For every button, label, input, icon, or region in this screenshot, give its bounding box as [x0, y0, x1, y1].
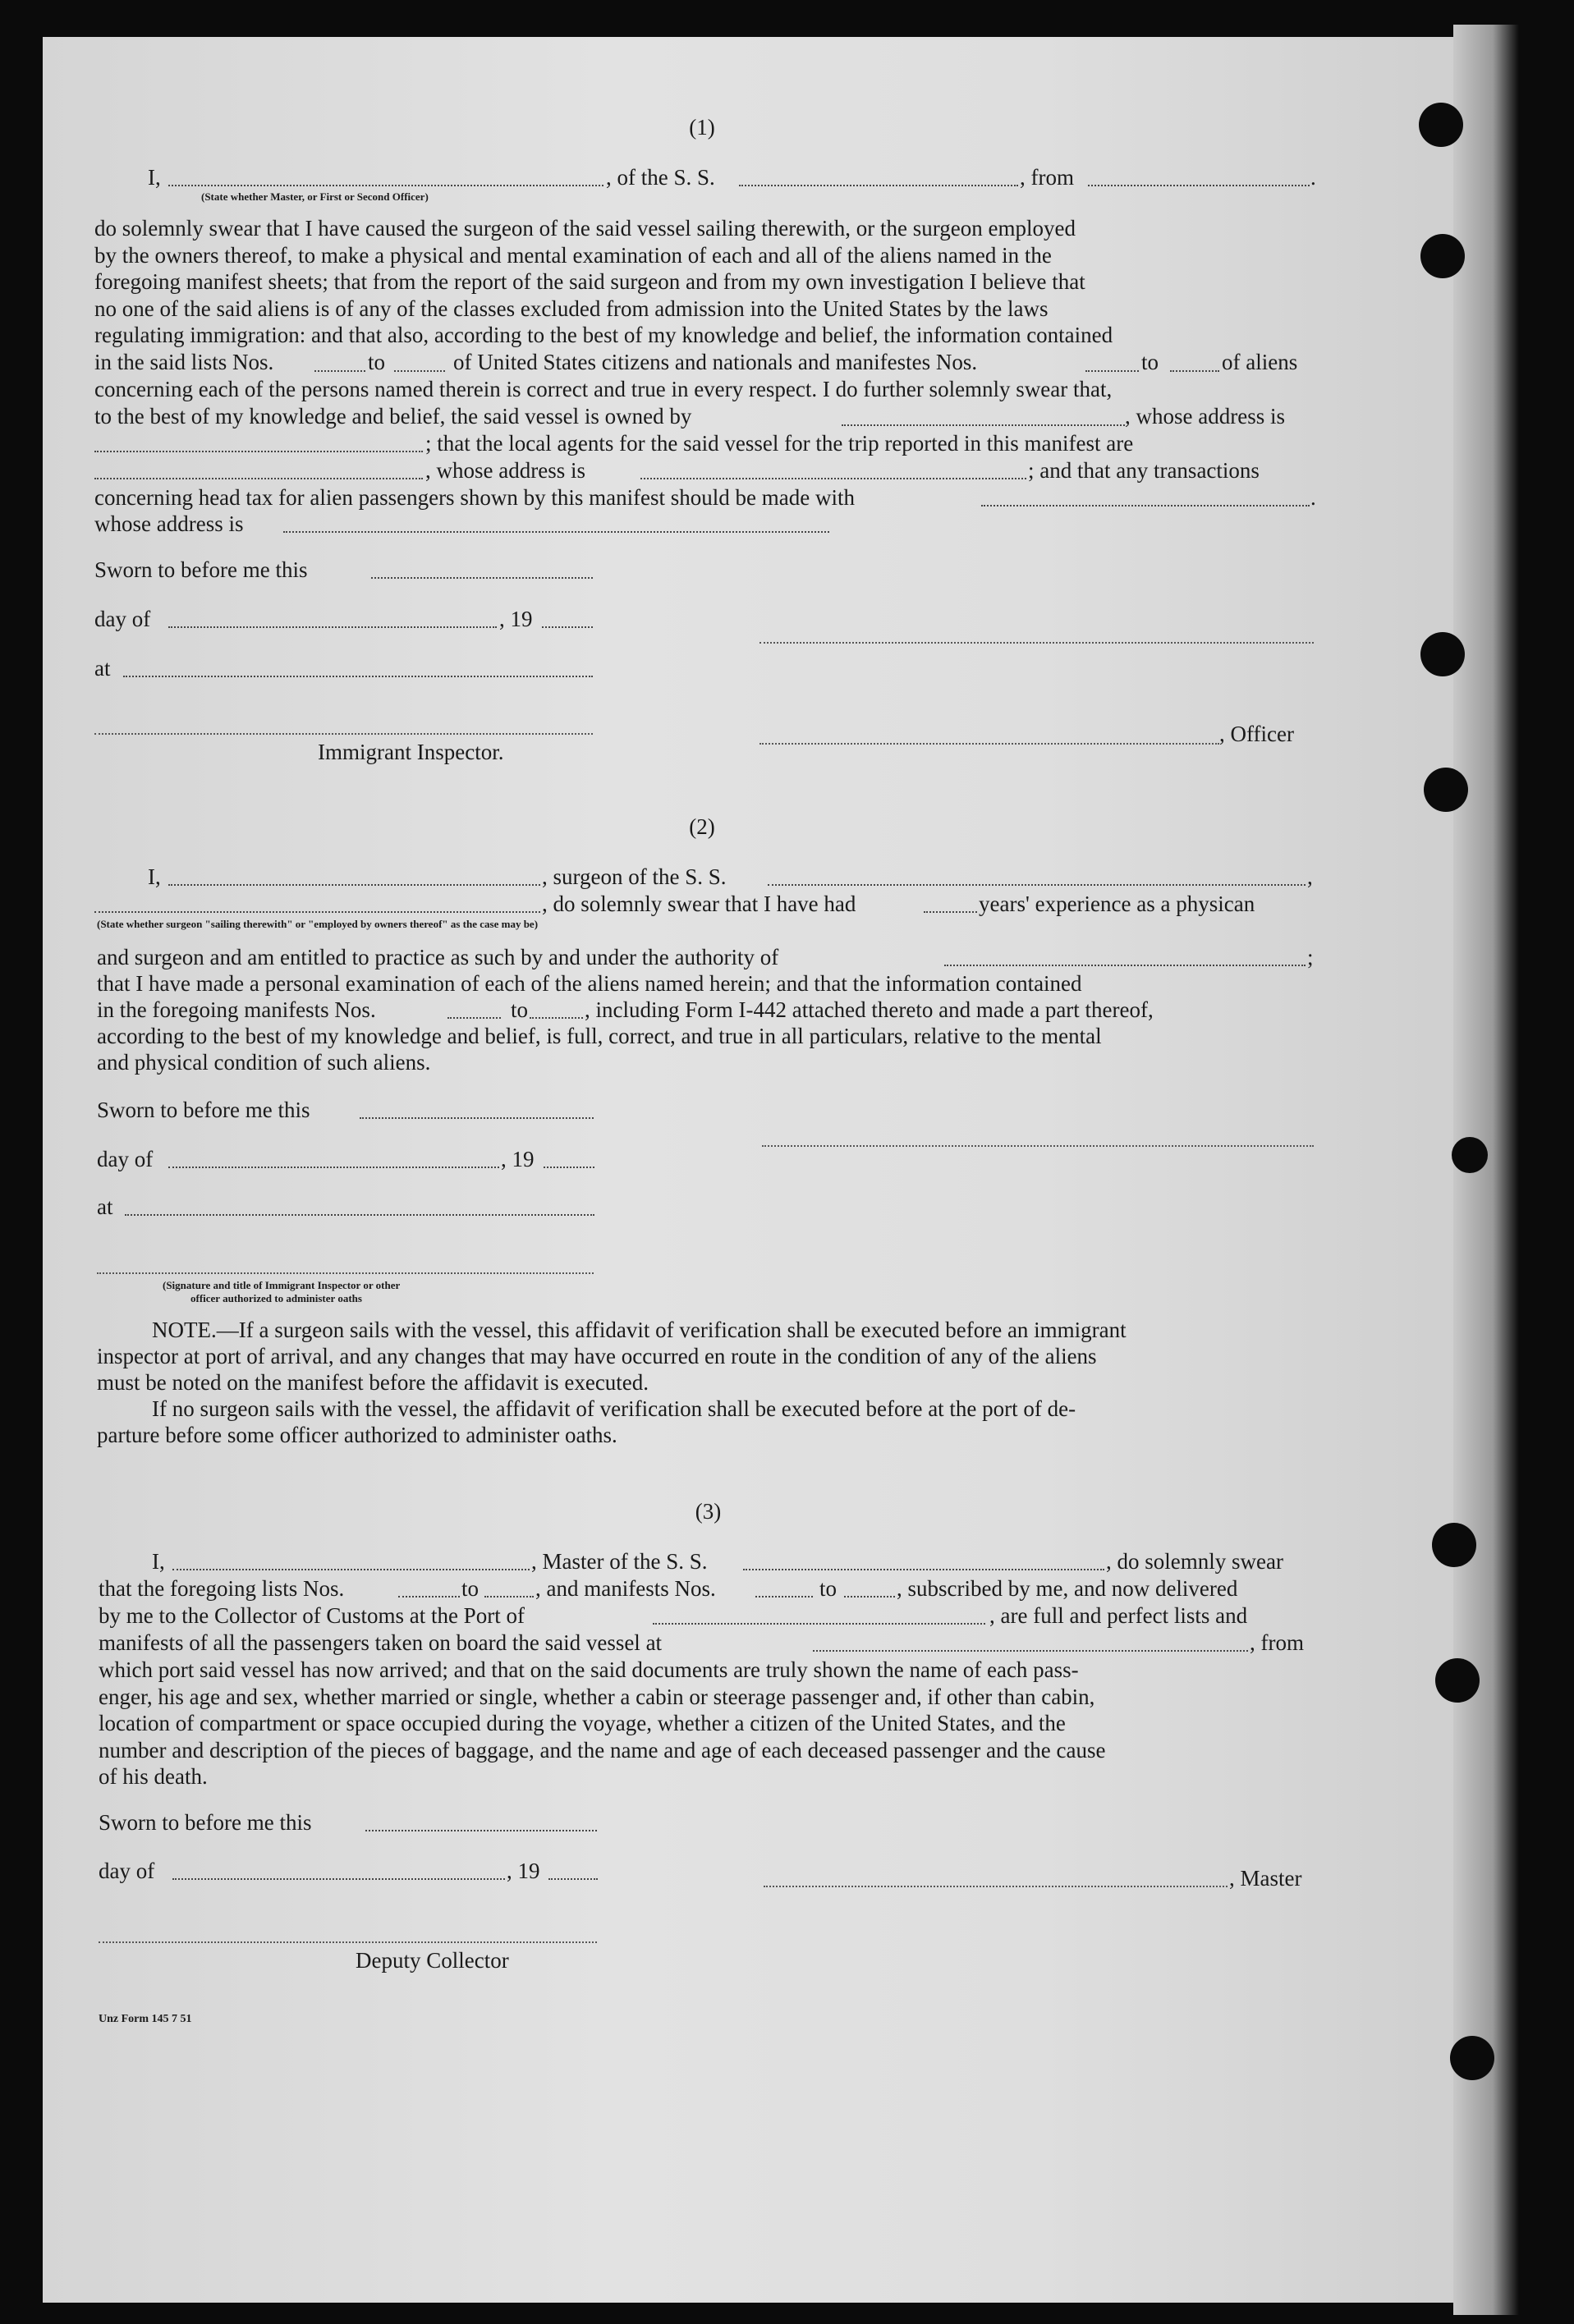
blank-line — [842, 424, 1125, 426]
oath-label: years' experience as a physican — [979, 892, 1255, 916]
instruction-note: (State whether surgeon "sailing therewith" or "employed by owners thereof" as the case may be) — [97, 918, 539, 930]
blank-line — [542, 626, 593, 628]
blank-line — [924, 911, 977, 913]
instruction-note: (State whether Master, or First or Second Officer) — [201, 190, 429, 203]
oath-text: concerning each of the persons named therein is correct and true in every respect. I do further solemnly swear that, — [94, 377, 1113, 401]
oath-label: whose address is — [94, 511, 244, 536]
oath-label: , and manifests Nos. — [535, 1576, 716, 1601]
oath-label: to — [1141, 350, 1159, 374]
blank-line — [1088, 185, 1310, 186]
blank-line — [981, 505, 1310, 507]
blank-line — [640, 478, 1026, 479]
text-line: of his death. — [99, 1764, 208, 1790]
oath-label: ; and that any transactions — [1028, 458, 1260, 483]
oath-label: I, — [152, 1549, 165, 1574]
oath-label: by me to the Collector of Customs at the Port of — [99, 1603, 525, 1628]
oath-label: , are full and perfect lists and — [989, 1603, 1248, 1628]
deputy-collector-label: Deputy Collector — [356, 1948, 509, 1973]
blank-line — [653, 1623, 985, 1625]
punch-hole — [1450, 2036, 1494, 2080]
oath-label: that the foregoing lists Nos. — [99, 1576, 345, 1601]
oath-label: of aliens — [1222, 350, 1298, 374]
note-text: parture before some officer authorized to administer oaths. — [97, 1423, 617, 1447]
inspector-label: Immigrant Inspector. — [318, 740, 504, 764]
blank-line — [755, 1596, 813, 1597]
blank-line — [1085, 370, 1139, 372]
signature-line — [99, 1941, 597, 1943]
punch-hole — [1452, 1137, 1488, 1173]
text-line: location of compartment or space occupied during the voyage, whether a citizen of the United States, and the — [99, 1711, 1066, 1736]
oath-paragraph — [99, 1657, 1318, 1790]
section-number: (3) — [695, 1499, 722, 1524]
signature-line — [759, 642, 1314, 644]
oath-label: to — [819, 1576, 837, 1601]
form-number: Unz Form 145 7 51 — [99, 2013, 192, 2025]
oath-label: manifests of all the passengers taken on board the said vessel at — [99, 1630, 663, 1655]
blank-line — [168, 884, 540, 886]
blank-line — [283, 531, 829, 533]
punch-hole — [1420, 234, 1465, 278]
blank-line — [1170, 370, 1219, 372]
note-text: NOTE.—If a surgeon sails with the vessel, this affidavit of verification shall be executed before an immigrant — [152, 1318, 1127, 1342]
blank-line — [314, 370, 365, 372]
text-line: by the owners thereof, to make a physical and mental examination of each and all of the aliens named in the — [94, 242, 1052, 268]
oath-label: , from — [1020, 165, 1074, 190]
oath-label: to — [461, 1576, 480, 1601]
text-line: which port said vessel has now arrived; and that on the said documents are truly shown the name of each pass- — [99, 1657, 1079, 1682]
blank-line — [94, 451, 423, 452]
oath-label: , subscribed by me, and now delivered — [897, 1576, 1238, 1601]
punch-hole — [1424, 768, 1468, 812]
note-text: inspector at port of arrival, and any changes that may have occurred en route in the condition of any of the aliens — [97, 1344, 1097, 1368]
text-line: foregoing manifest sheets; that from the report of the said surgeon and from my own investigation I believe that — [94, 269, 1085, 295]
blank-line — [125, 1214, 594, 1216]
day-of-label: day of — [97, 1147, 154, 1171]
officer-label: , Officer — [1219, 722, 1294, 746]
oath-label: in the said lists Nos. — [94, 350, 274, 374]
blank-line — [94, 478, 423, 479]
oath-label: , of the S. S. — [606, 165, 715, 190]
blank-line — [94, 911, 540, 913]
oath-label: , Master of the S. S. — [531, 1549, 708, 1574]
text-line: regulating immigration: and that also, according to the best of my knowledge and belief, the information contained — [94, 323, 1113, 348]
blank-line — [548, 1878, 598, 1880]
blank-line — [371, 577, 593, 579]
note-text: If no surgeon sails with the vessel, the affidavit of verification shall be executed before at the port of de- — [152, 1396, 1076, 1421]
oath-label: , from — [1250, 1630, 1304, 1655]
blank-line — [944, 965, 1306, 966]
oath-label: in the foregoing manifests Nos. — [97, 997, 376, 1022]
at-label: at — [94, 656, 111, 681]
text-line: number and description of the pieces of baggage, and the name and age of each deceased passenger and the cause — [99, 1737, 1106, 1762]
punch-hole — [1435, 1658, 1480, 1703]
section-number: (2) — [689, 814, 715, 839]
master-label: , Master — [1229, 1866, 1302, 1891]
oath-label: I, — [148, 864, 161, 889]
oath-label: to — [368, 350, 386, 374]
blank-line — [168, 1167, 499, 1168]
signature-line — [97, 1272, 594, 1274]
oath-label: , do solemnly swear that I have had — [542, 892, 856, 916]
blank-line — [168, 626, 497, 628]
day-of-label: day of — [99, 1859, 155, 1883]
oath-label: ; that the local agents for the said vessel for the trip reported in this manifest are — [425, 431, 1134, 456]
blank-line — [360, 1117, 594, 1119]
section-number: (1) — [689, 115, 715, 140]
sworn-label: Sworn to before me this — [97, 1098, 310, 1122]
oath-paragraph — [94, 215, 1314, 349]
oath-label: concerning head tax for alien passengers shown by this manifest should be made with — [94, 485, 856, 510]
text-line: no one of the said aliens is of any of the classes excluded from admission into the United States by the laws — [94, 296, 1049, 321]
blank-line — [813, 1650, 1248, 1652]
note-text: must be noted on the manifest before the affidavit is executed. — [97, 1370, 649, 1395]
oath-text: according to the best of my knowledge and belief, is full, correct, and true in all particulars, relative to the mental — [97, 1024, 1102, 1048]
oath-label: , do solemnly swear — [1106, 1549, 1283, 1574]
oath-label: , including Form I-442 attached thereto and made a part thereof, — [585, 997, 1154, 1022]
blank-line — [398, 1596, 460, 1597]
oath-label: to — [511, 997, 529, 1022]
text-line: do solemnly swear that I have caused the surgeon of the said vessel sailing therewith, or the surgeon employed — [94, 216, 1076, 241]
blank-line — [447, 1017, 501, 1019]
blank-line — [365, 1830, 597, 1831]
year-label: , 19 — [499, 607, 533, 631]
blank-line — [484, 1596, 534, 1597]
year-label: , 19 — [501, 1147, 535, 1171]
blank-line — [168, 185, 603, 186]
signature-caption: (Signature and title of Immigrant Inspector or other — [163, 1279, 401, 1291]
blank-line — [172, 1878, 505, 1880]
oath-label: I, — [148, 165, 161, 190]
text-line: enger, his age and sex, whether married or single, whether a cabin or steerage passenger and, if other than cabin, — [99, 1684, 1095, 1709]
blank-line — [844, 1596, 895, 1597]
signature-line — [94, 733, 593, 735]
at-label: at — [97, 1194, 113, 1219]
year-label: , 19 — [507, 1859, 540, 1883]
blank-line — [544, 1167, 594, 1168]
oath-label: to the best of my knowledge and belief, the said vessel is owned by — [94, 404, 692, 429]
blank-line — [768, 884, 1306, 886]
sworn-label: Sworn to before me this — [94, 557, 308, 582]
oath-label: and surgeon and am entitled to practice as such by and under the authority of — [97, 945, 779, 969]
oath-label: . — [1310, 485, 1316, 510]
signature-line — [764, 1886, 1228, 1887]
day-of-label: day of — [94, 607, 151, 631]
blank-line — [123, 676, 593, 677]
signature-caption: officer authorized to administer oaths — [190, 1292, 362, 1304]
punch-hole — [1419, 103, 1463, 147]
blank-line — [394, 370, 445, 372]
sworn-label: Sworn to before me this — [99, 1810, 312, 1835]
blank-line — [172, 1569, 530, 1570]
signature-line — [762, 1145, 1314, 1147]
oath-label: , whose address is — [425, 458, 585, 483]
blank-line — [743, 1569, 1104, 1570]
oath-label: , whose address is — [1125, 404, 1285, 429]
signature-line — [759, 743, 1219, 745]
oath-text: and physical condition of such aliens. — [97, 1050, 431, 1075]
oath-label: , surgeon of the S. S. — [542, 864, 727, 889]
punch-hole — [1420, 632, 1465, 676]
oath-label: . — [1310, 165, 1316, 190]
oath-label: , — [1307, 864, 1313, 889]
oath-text: that I have made a personal examination of each of the aliens named herein; and that the information contained — [97, 971, 1082, 996]
blank-line — [530, 1017, 583, 1019]
oath-label: of United States citizens and nationals and manifestes Nos. — [453, 350, 978, 374]
blank-line — [739, 185, 1018, 186]
oath-label: ; — [1307, 945, 1314, 969]
punch-hole — [1432, 1523, 1476, 1567]
